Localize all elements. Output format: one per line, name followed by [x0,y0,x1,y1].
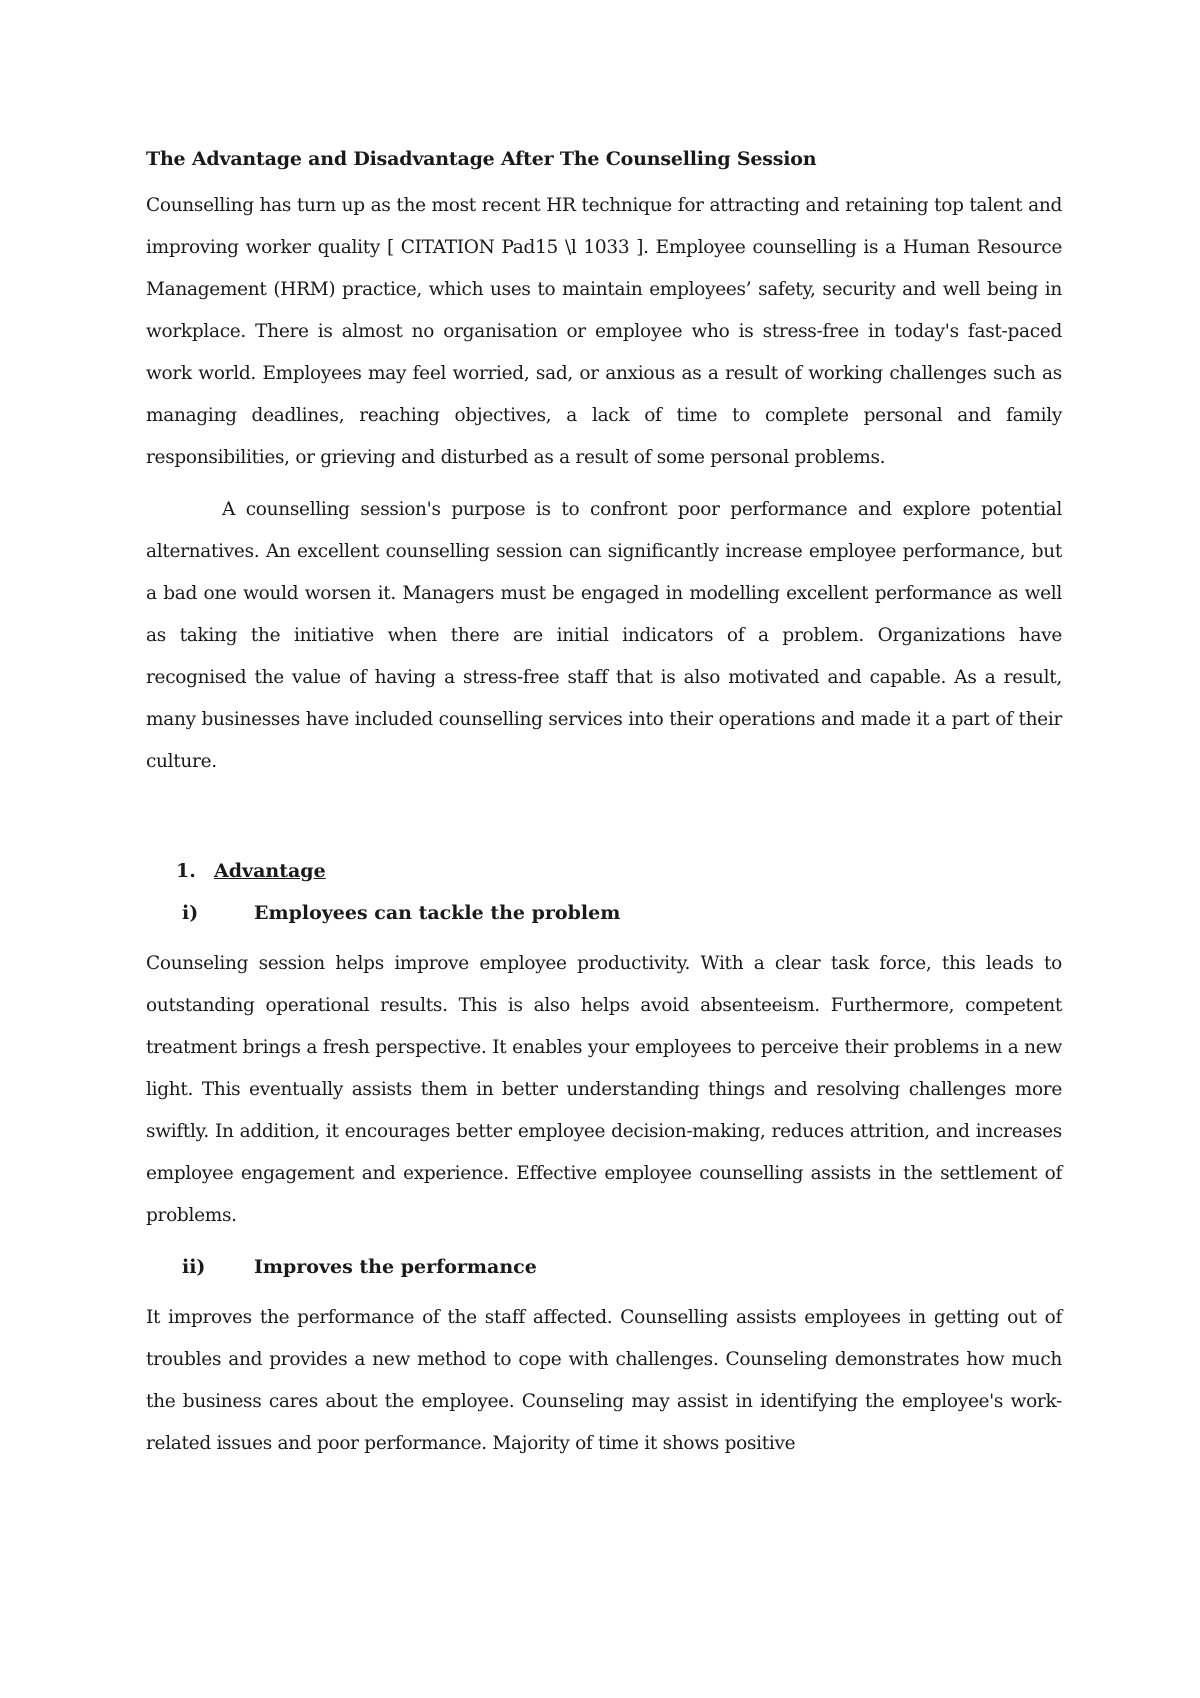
subsection-paragraph-2: It improves the performance of the staff affected. Counselling assists employees in getting out of troubles and provides a new method to cope with challenges. Counseling demonstrates how much the business cares about the employee. Counseling may assist in identifying the employee's work-related issues and poor performance. Majority of time it shows positive [146,1307,1062,1454]
section-spacer [146,783,1062,855]
document-body [146,143,1062,1465]
subsection-paragraph-1: Counseling session helps improve employee productivity. With a clear task force, this leads to outstanding operational results. This is also helps avoid absenteeism. Furthermore, competent treatment brings a fresh perspective. It enables your employees to perceive their problems in a new light. This eventually assists them in better understanding things and resolving challenges more swiftly. In addition, it encourages better employee decision-making, reduces attrition, and increases employee engagement and experience. Effective employee counselling assists in the settlement of problems. [146,953,1062,1226]
section-heading-advantage [146,855,1062,887]
intro-paragraph: Counselling has turn up as the most recent HR technique for attracting and retaining top talent and improving worker quality [ CITATION Pad15 \l 1033 ]. Employee counselling is a Human Resource Management (HRM) practice, which uses to maintain employees’ safety, security and well being in workplace. There is almost no organisation or employee who is stress-free in today's fast-paced work world. Employees may feel worried, sad, or anxious as a result of working challenges such as managing deadlines, reaching objectives, a lack of time to complete personal and family responsibilities, or grieving and disturbed as a result of some personal problems. [146,195,1062,468]
subsection-spacer [146,1237,1062,1251]
subsection-heading-text: Improves the performance [254,1256,537,1278]
subsection-heading-text: Employees can tackle the problem [254,902,621,924]
section-heading-text: Advantage [214,860,326,882]
section-number: 1. [176,860,196,882]
subsection-heading-1 [146,897,1062,929]
subsection-numeral: ii) [182,1256,206,1278]
subsection-heading-2 [146,1251,1062,1283]
purpose-paragraph: A counselling session's purpose is to confront poor performance and explore potential alternatives. An excellent counselling session can significantly increase employee performance, but a bad one would worsen it. Managers must be engaged in modelling excellent performance as well as taking the initiative when there are initial indicators of a problem. Organizations have recognised the value of having a stress-free staff that is also motivated and capable. As a result, many businesses have included counselling services into their operations and made it a part of their culture. [146,499,1062,772]
document-title: The Advantage and Disadvantage After The Counselling Session [146,148,817,170]
subsection-numeral: i) [182,902,199,924]
